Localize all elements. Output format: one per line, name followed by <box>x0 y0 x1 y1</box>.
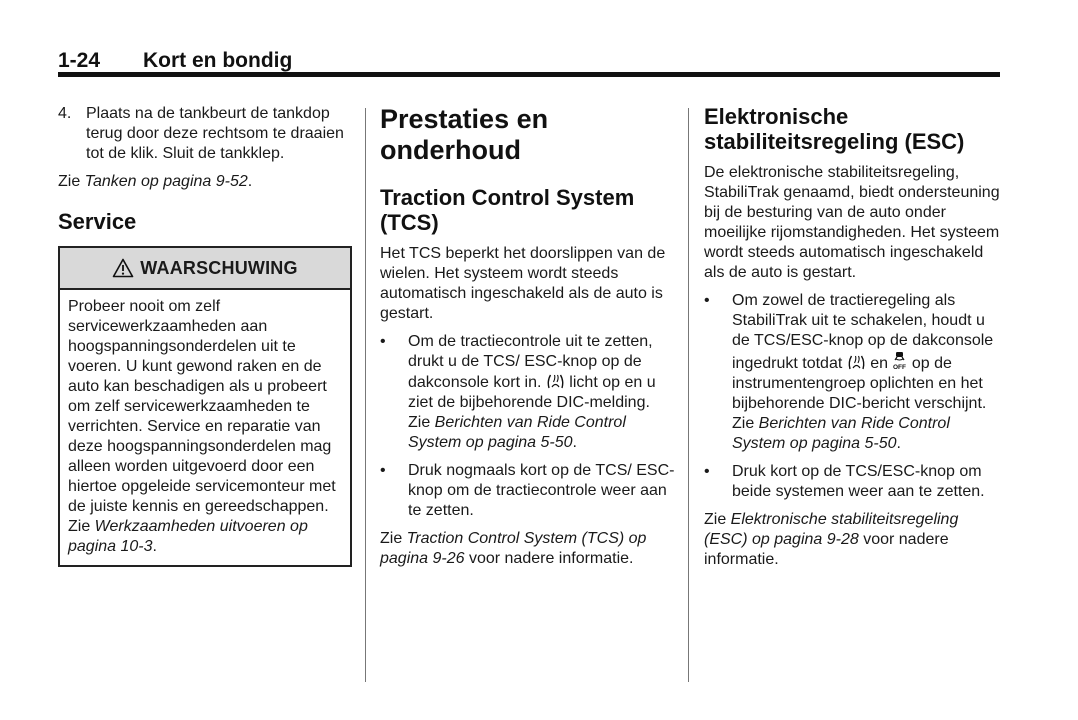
ref-prefix: Zie <box>380 530 407 547</box>
reference-paragraph <box>58 172 352 192</box>
list-item <box>380 461 676 521</box>
ref-suffix: voor nadere informatie. <box>464 550 634 567</box>
esc-off-icon <box>892 351 907 371</box>
bullet-text: Druk kort op de TCS/ESC-knop om beide systemen weer aan te zetten. <box>732 463 985 500</box>
warning-text: Probeer nooit om zelf servicewerkzaamheden aan hoogspanningsonderdelen uit te voeren. U kunt gewond raken en de auto kan beschadigen als u probeert om zelf servicewerkzaamheden te verrichten. Service en reparatie van deze hoogspanningsonderdelen mag alleen worden uitgevoerd door een hiertoe opgeleide servicemonteur met de juiste kennis en gereedschappen. Zie <box>68 298 336 535</box>
page-reference-link[interactable]: Berichten van Ride Control System op pagina 5-50 <box>408 414 626 451</box>
bullet-text: Om de tractiecontrole uit te zetten, drukt u de TCS/ ESC-knop op de dakconsole kort in. <box>408 333 653 391</box>
bullet-mark: • <box>380 333 386 350</box>
list-item <box>704 462 1000 502</box>
warning-title: WAARSCHUWING <box>140 258 298 278</box>
esc-intro: De elektronische stabiliteitsregeling, StabiliTrak genaamd, biedt ondersteuning bij de besturing van de auto onder moeilijke rijomstandigheden. Het systeem wordt steeds automatisch ingeschakeld als de auto is gestart. <box>704 164 1000 281</box>
bullet-text: licht op en u ziet de bijbehorende DIC-melding. Zie <box>408 374 656 431</box>
list-item <box>704 291 1000 454</box>
page-reference-link[interactable]: Elektronische stabiliteitsregeling (ESC) op pagina 9-28 <box>704 511 959 548</box>
header-rule <box>58 72 1000 77</box>
page-number: 1-24 <box>58 49 101 72</box>
bullet-list <box>380 332 676 521</box>
traction-control-icon <box>546 372 565 390</box>
page-reference-link[interactable]: Tanken op pagina 9-52 <box>84 173 248 190</box>
chapter-title: Kort en bondig <box>143 49 293 72</box>
column-divider <box>688 108 689 682</box>
bullet-mark: • <box>380 462 386 479</box>
bullet-mark: • <box>704 463 710 480</box>
warning-suffix: . <box>152 538 157 555</box>
numbered-step <box>58 104 352 164</box>
bullet-text: en <box>865 355 893 372</box>
ref-suffix: . <box>247 173 253 190</box>
service-heading: Service <box>58 209 137 234</box>
bullet-text: Om zowel de tractieregeling als StabiliTrak uit te schakelen, houdt u de TCS/ESC-knop op de dakconsole ingedrukt totdat <box>732 292 994 372</box>
tcs-intro: Het TCS beperkt het doorslippen van de wielen. Het systeem wordt steeds automatisch ingeschakeld als de auto is gestart. <box>380 245 666 322</box>
column-divider <box>365 108 366 682</box>
chapter-heading: Prestaties en onderhoud <box>380 104 549 165</box>
list-item <box>380 332 676 453</box>
reference-paragraph <box>704 510 1000 570</box>
warning-body <box>60 290 350 565</box>
bullet-text: op de instrumentengroep oplichten en het bijbehorende DIC-bericht verschijnt. Zie <box>732 355 987 432</box>
traction-control-icon <box>847 353 866 371</box>
esc-heading: Elektronische stabiliteitsregeling (ESC) <box>704 104 965 154</box>
ref-suffix: voor nadere informatie. <box>704 531 949 568</box>
warning-header <box>60 248 350 290</box>
svg-text:OFF: OFF <box>893 364 907 371</box>
tcs-heading: Traction Control System (TCS) <box>380 185 635 235</box>
column-right <box>704 104 1000 570</box>
page-header <box>58 46 1000 74</box>
page-reference-link[interactable]: Werkzaamheden uitvoeren op pagina 10-3 <box>68 518 308 555</box>
warning-box <box>58 246 352 567</box>
page-reference-link[interactable]: Traction Control System (TCS) op pagina 9-26 <box>380 530 647 567</box>
reference-paragraph <box>380 529 676 569</box>
page-reference-link[interactable]: Berichten van Ride Control System op pagina 5-50 <box>732 415 950 452</box>
bullet-suffix: . <box>572 434 577 451</box>
bullet-suffix: . <box>896 435 901 452</box>
step-number: 4. <box>58 105 72 122</box>
column-middle <box>380 104 676 569</box>
column-left <box>58 104 352 567</box>
warning-triangle-icon <box>112 258 134 278</box>
bullet-list <box>704 291 1000 502</box>
bullet-text: Druk nogmaals kort op de TCS/ ESC-knop om de tractiecontrole weer aan te zetten. <box>408 462 675 519</box>
step-text: Plaats na de tankbeurt de tankdop terug door deze rechtsom te draaien tot de klik. Sluit de tankklep. <box>86 105 344 162</box>
ref-prefix: Zie <box>704 511 731 528</box>
bullet-mark: • <box>704 292 710 309</box>
ref-prefix: Zie <box>58 173 85 190</box>
